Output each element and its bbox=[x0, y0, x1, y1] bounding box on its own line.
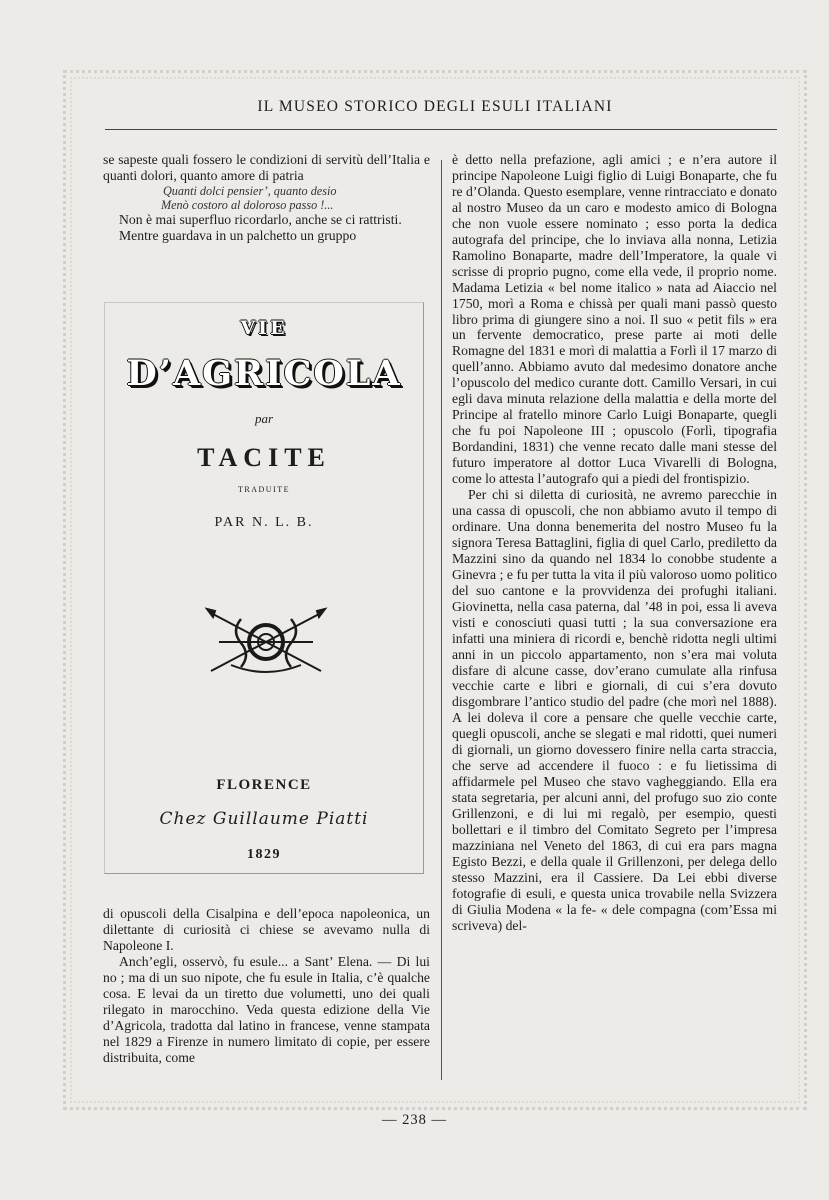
cover-title: D’AGRICOLA bbox=[126, 353, 402, 394]
cover-printer: Chez Guillaume Piatti bbox=[159, 809, 369, 829]
header-rule bbox=[105, 129, 777, 130]
page-number: — 238 — bbox=[382, 1112, 447, 1128]
trophy-emblem-icon bbox=[201, 605, 331, 679]
paragraph: Non è mai superfluo ricordarlo, anche se ci rattristi. bbox=[119, 212, 402, 228]
paragraph: Anch’egli, osservò, fu esule... a Sant’ Elena. — Di lui no ; ma di un suo nipote, che fu esule in Italia, c’è qualche cosa. E levai da un tiretto due volumetti, uno dei quali rilegato in marocchino. Veda questa edizione della Vie d’Agricola, tradotta dal latino in francese, venne stampata nel 1829 a Firenze in numero limitato di copie, per essere distribuita, come bbox=[103, 953, 430, 1065]
cover-translator: PAR N. L. B. bbox=[214, 515, 314, 530]
poem-line: Quanti dolci pensier’, quanto desio bbox=[163, 183, 337, 198]
book-cover-figure bbox=[104, 302, 424, 874]
running-header: IL MUSEO STORICO DEGLI ESULI ITALIANI bbox=[257, 98, 613, 115]
paragraph: Mentre guardava in un palchetto un gruppo bbox=[119, 228, 357, 244]
paragraph: è detto nella prefazione, agli amici ; e n’era autore il principe Napoleone Luigi figlio di Luigi Bonaparte, che fu re d’Olanda. Questo esemplare, venne rintracciato e donato al nostro Museo da un caro e modesto amico di Bologna che non vuole essere nominato ; esso porta la dedica autografa del principe, che lo inviava alla nonna, Letizia Ramolino Bonaparte, madre dell’Imperatore, la quale vi scrisse di proprio pugno, come ella vede, il proprio nome. Madama Letizia « bel nome italico » nata ad Aiaccio nel 1750, morì a Roma e chissà per quali mani passò questo libro prima di giungere sino a noi. Il suo « petit fils » era un fervente democratico, prese parte ai moti delle Romagne del 1831 e morì di malattia a Forlì il 17 marzo di quell’anno. Abbiamo avuto dal medesimo donatore anche l’opuscolo del medico curante dott. Camillo Versari, in cui egli dava minuta relazione della malattia e della morte del Principe al fratello minore Carlo Luigi Bonaparte, quegli che fu poi Napoleone III ; opuscolo (Forlì, tipografia Bordandini, 1831) che venne recato dalle mani stesse del futuro imperatore al dottor Luca Vivarelli di Bologna, come lo attesta l’autografo qui a piedi del frontispizio. bbox=[452, 152, 777, 487]
cover-author: TACITE bbox=[197, 443, 331, 472]
paragraph: Per chi si diletta di curiosità, ne avremo parecchie in una cassa di opuscoli, che non abbiamo avuto il tempo di ordinare. Una donna benemerita del nostro Museo fu la signora Teresa Battaglini, figlia di quel Carlo, prediletto da Mazzini sino da quando nel 1834 lo conobbe studente a Ginevra ; e fu per tutta la vita il più valoroso uomo politico del suo cantone e la provvidenza dei profughi italiani. Giovinetta, nella casa paterna, dal ’48 in poi, essa li aveva visti e conosciuti quasi tutti ; la sua conversazione era infatti una miniera di ricordi e, benchè ridotta negli ultimi anni in un piccolo appartamento, non s’era mai voluta disfare di alcune casse, dov’erano cumulate alla rinfusa vecchie carte e libri e giornali, di cui s’era dovuto disgombrare l’antico studio del padre (che morì nel 1888). A lei doleva il core a pensare che quelle vecchie carte, quegli opuscoli, anche se slegati e mal ridotti, quei numeri di giornali, un giorno dovessero finire nella carta straccia, che serve ad accendere il fuoco : e fu lietissima di affidarmele pel Museo che stavo vagheggiando. Ella era stata segretaria, per alcuni anni, del profugo suo zio conte Grillenzoni, e di lui mi regalò, per esempio, questi bollettari e il timbro del Comitato Segreto per l’impresa mazziniana nel Veneto del 1863, di cui era pars magna Egisto Bezzi, e della quale il Grillenzoni, per delega dello stesso Mazzini, era il Cassiere. Da Lei ebbi diverse fotografie di esuli, e questa unica trovabile nella Svizzera di Giulia Modena « la fe- « dele compagna (com’Essa mi scriveva) del- bbox=[452, 487, 777, 933]
left-column-bottom bbox=[103, 906, 430, 1066]
poem-line: Menò costoro al doloroso passo !... bbox=[161, 198, 334, 213]
paragraph: di opuscoli della Cisalpina e dell’epoca napoleonica, un dilettante di curiosità ci chiese se avevamo nulla di Napoleone I. bbox=[103, 906, 430, 953]
cover-place: FLORENCE bbox=[216, 777, 312, 793]
right-column bbox=[452, 152, 777, 934]
cover-year: 1829 bbox=[247, 847, 281, 862]
paragraph: se sapeste quali fossero le condizioni di servitù dell’Italia e quanti dolori, quanto amore di patria bbox=[103, 152, 430, 183]
cover-traduite: TRADUITE bbox=[238, 485, 290, 494]
cover-vie: VIE bbox=[240, 317, 288, 339]
cover-par: par bbox=[254, 411, 274, 426]
left-column-top bbox=[103, 152, 430, 244]
column-divider bbox=[441, 160, 442, 1080]
